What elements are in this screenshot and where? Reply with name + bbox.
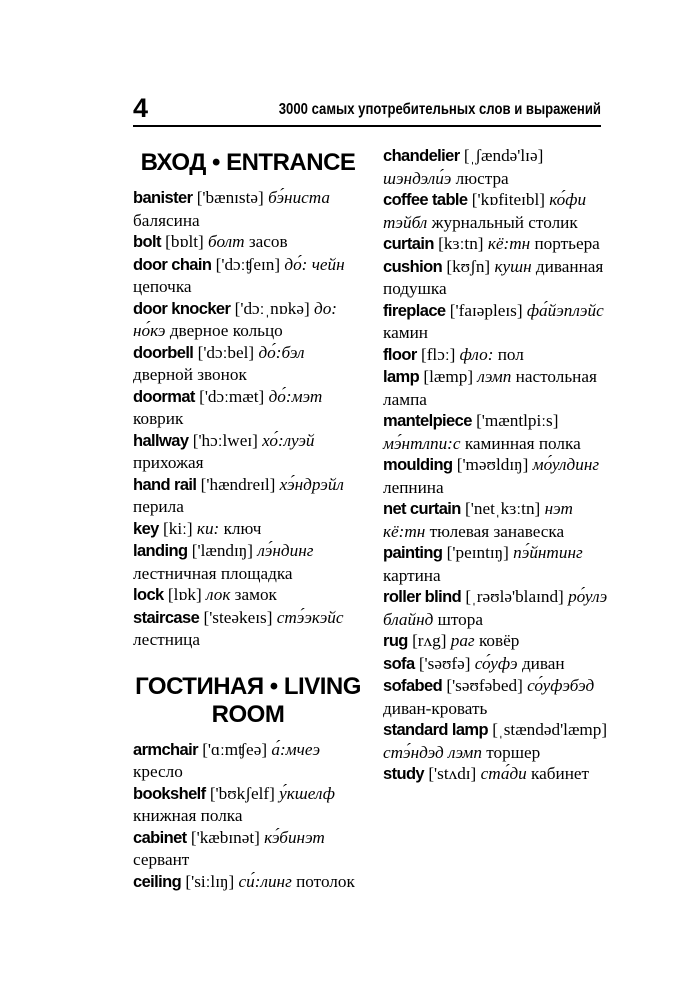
dictionary-entry bbox=[383, 344, 608, 367]
headword: bolt bbox=[133, 233, 161, 251]
reading: нэт кё:тн bbox=[383, 499, 573, 541]
translation: дверной звонок bbox=[133, 365, 247, 384]
transcription: ['dɔːˌnɒkə] bbox=[234, 298, 310, 318]
transcription: ['stʌdɪ] bbox=[428, 764, 477, 783]
left-column bbox=[133, 145, 363, 893]
dictionary-entry bbox=[133, 783, 363, 827]
reading: си́:линг bbox=[238, 871, 292, 891]
living-room-entry-list bbox=[133, 739, 363, 894]
reading: со́уфэбэд bbox=[527, 676, 595, 695]
dictionary-entry bbox=[133, 871, 363, 894]
living-room-entry-list-continued bbox=[383, 145, 608, 786]
headword: mantelpiece bbox=[383, 412, 472, 430]
reading: до́:мэт bbox=[268, 386, 323, 406]
reading: мо́улдинг bbox=[532, 455, 600, 474]
transcription: ['siːlɪŋ] bbox=[185, 871, 235, 891]
reading: ро́улэ блайнд bbox=[383, 587, 608, 629]
headword: study bbox=[383, 765, 425, 783]
translation: пол bbox=[497, 344, 524, 364]
transcription: ['netˌkɜːtn] bbox=[465, 499, 541, 518]
headword: hand rail bbox=[133, 475, 197, 494]
transcription: [ˌrəʊlə'blaɪnd] bbox=[465, 587, 564, 606]
translation: люстра bbox=[455, 168, 509, 188]
reading: ко́фи тэйбл bbox=[383, 190, 587, 232]
dictionary-entry bbox=[383, 366, 608, 410]
translation: замок bbox=[234, 585, 277, 604]
reading: пэ́йнтинг bbox=[513, 543, 583, 562]
transcription: [kiː] bbox=[163, 518, 193, 538]
transcription: [lɒk] bbox=[167, 585, 202, 604]
dictionary-entry bbox=[133, 430, 363, 474]
dictionary-entry bbox=[383, 300, 608, 344]
transcription: ['səʊfə] bbox=[418, 653, 471, 673]
transcription: ['ɑːmʧeə] bbox=[202, 739, 268, 759]
headword: fireplace bbox=[383, 301, 446, 320]
dictionary-entry bbox=[133, 386, 363, 430]
dictionary-entry bbox=[383, 763, 608, 786]
reading: лок bbox=[206, 585, 231, 604]
transcription: ['peɪntɪŋ] bbox=[446, 543, 509, 562]
reading: у́кшелф bbox=[279, 783, 335, 803]
headword: chandelier bbox=[383, 147, 460, 165]
headword: sofa bbox=[383, 654, 415, 673]
transcription: ['dɔːʧeɪn] bbox=[215, 254, 281, 274]
dictionary-entry bbox=[383, 586, 608, 630]
reading: бэ́ниста bbox=[268, 188, 331, 207]
transcription: [ˌstændəd'læmp] bbox=[492, 720, 608, 739]
dictionary-entry bbox=[133, 584, 363, 607]
reading: лэ́ндинг bbox=[257, 541, 314, 560]
translation: лестничная площадка bbox=[133, 563, 293, 583]
dictionary-entry bbox=[133, 827, 363, 871]
headword: hallway bbox=[133, 431, 189, 450]
transcription: ['kɒfiteɪbl] bbox=[471, 190, 545, 209]
headword: net curtain bbox=[383, 500, 461, 518]
translation: книжная полка bbox=[133, 806, 243, 825]
translation: журнальный столик bbox=[431, 212, 578, 232]
headword: armchair bbox=[133, 740, 198, 759]
transcription: ['faɪəpleɪs] bbox=[449, 300, 523, 320]
headword: ceiling bbox=[133, 872, 182, 891]
dictionary-entry bbox=[133, 298, 363, 342]
transcription: ['mæntlpiːs] bbox=[476, 411, 559, 430]
transcription: ['kæbɪnət] bbox=[190, 827, 260, 847]
translation: лепнина bbox=[383, 477, 444, 497]
section-title-living-room: ГОСТИНАЯ • LIVING ROOM bbox=[135, 672, 361, 728]
translation: лестница bbox=[133, 630, 200, 649]
headword: coffee table bbox=[383, 191, 468, 209]
reading: мэ́нтлпи:с bbox=[383, 433, 461, 453]
reading: раг bbox=[450, 631, 475, 650]
translation: тюлевая занавеска bbox=[429, 521, 565, 541]
translation: дверное кольцо bbox=[169, 321, 283, 340]
headword: doormat bbox=[133, 387, 195, 406]
headword: cabinet bbox=[133, 828, 187, 847]
reading: до́:бэл bbox=[258, 342, 305, 362]
headword: rug bbox=[383, 632, 408, 650]
dictionary-entry bbox=[133, 739, 363, 783]
translation: ковёр bbox=[478, 631, 520, 650]
translation: диван-кровать bbox=[383, 698, 488, 718]
transcription: ['məʊldɪŋ] bbox=[456, 455, 529, 474]
transcription: ['bænɪstə] bbox=[196, 188, 264, 207]
reading: до́: чейн bbox=[284, 254, 345, 274]
translation: настольная лампа bbox=[383, 367, 597, 409]
reading: со́уфэ bbox=[474, 653, 518, 673]
headword: cushion bbox=[383, 257, 443, 276]
dictionary-entry bbox=[133, 540, 363, 584]
transcription: ['steəkeɪs] bbox=[203, 607, 273, 627]
headword: door chain bbox=[133, 255, 212, 274]
translation: диванная подушка bbox=[383, 256, 604, 298]
headword: staircase bbox=[133, 608, 200, 627]
translation: кабинет bbox=[531, 764, 590, 783]
headword: painting bbox=[383, 544, 443, 562]
headword: moulding bbox=[383, 456, 453, 474]
translation: камин bbox=[383, 323, 428, 342]
translation: диван bbox=[521, 653, 565, 673]
translation: каминная полка bbox=[464, 433, 581, 453]
headword: door knocker bbox=[133, 299, 231, 318]
translation: торшер bbox=[486, 742, 541, 762]
transcription: [ˌʃændə'lɪə] bbox=[463, 146, 544, 165]
translation: цепочка bbox=[133, 277, 192, 296]
translation: потолок bbox=[296, 871, 355, 891]
headword: doorbell bbox=[133, 343, 194, 362]
reading: ки: bbox=[196, 518, 220, 538]
headword: landing bbox=[133, 542, 188, 560]
headword: key bbox=[133, 519, 159, 538]
dictionary-entry bbox=[383, 719, 608, 763]
transcription: [flɔː] bbox=[420, 344, 456, 364]
dictionary-entry bbox=[383, 189, 608, 233]
dictionary-entry bbox=[133, 474, 363, 518]
reading: фа́йэплэйс bbox=[526, 300, 604, 320]
dictionary-entry bbox=[383, 145, 608, 189]
dictionary-entry bbox=[133, 518, 363, 541]
headword: banister bbox=[133, 189, 193, 207]
page-header bbox=[133, 95, 601, 127]
headword: bookshelf bbox=[133, 784, 206, 803]
dictionary-entry bbox=[133, 607, 363, 651]
transcription: [rʌg] bbox=[412, 631, 447, 650]
reading: кушн bbox=[494, 256, 532, 276]
entrance-entry-list bbox=[133, 187, 363, 651]
dictionary-entry bbox=[383, 454, 608, 498]
headword: curtain bbox=[383, 235, 434, 253]
right-column bbox=[383, 145, 608, 786]
transcription: [kɜːtn] bbox=[438, 234, 484, 253]
transcription: [læmp] bbox=[423, 367, 474, 386]
translation: ключ bbox=[223, 518, 262, 538]
reading: шэндэли́э bbox=[383, 168, 452, 188]
translation: перила bbox=[133, 497, 184, 516]
reading: болт bbox=[208, 232, 245, 251]
reading: стэ́ндэд лэмп bbox=[383, 742, 482, 762]
transcription: [kʊʃn] bbox=[446, 256, 491, 276]
translation: коврик bbox=[133, 409, 184, 428]
transcription: ['hɔːlweɪ] bbox=[192, 430, 258, 450]
translation: картина bbox=[383, 565, 441, 585]
translation: сервант bbox=[133, 850, 190, 869]
headword: lock bbox=[133, 586, 164, 604]
section-title-entrance: ВХОД • ENTRANCE bbox=[140, 149, 356, 176]
dictionary-entry bbox=[383, 675, 608, 719]
headword: roller blind bbox=[383, 588, 462, 606]
dictionary-entry bbox=[383, 630, 608, 653]
reading: кё:тн bbox=[487, 234, 531, 253]
reading: хо́:луэй bbox=[262, 430, 315, 450]
dictionary-entry bbox=[133, 254, 363, 298]
dictionary-entry bbox=[383, 653, 608, 676]
dictionary-entry bbox=[383, 256, 608, 300]
dictionary-entry bbox=[383, 542, 608, 586]
transcription: ['səʊfəbed] bbox=[446, 676, 523, 695]
transcription: ['dɔːbel] bbox=[197, 342, 255, 362]
page-number: 4 bbox=[133, 93, 149, 123]
transcription: ['bʊkʃelf] bbox=[209, 783, 275, 803]
reading: а́:мчеэ bbox=[271, 739, 321, 759]
translation: кресло bbox=[133, 762, 183, 781]
headword: floor bbox=[383, 345, 417, 364]
translation: портьера bbox=[534, 234, 600, 253]
dictionary-entry bbox=[133, 231, 363, 254]
transcription: [bɒlt] bbox=[165, 232, 204, 251]
reading: до: но́кэ bbox=[133, 298, 338, 340]
transcription: ['dɔːmæt] bbox=[199, 386, 265, 406]
translation: засов bbox=[248, 232, 288, 251]
dictionary-entry bbox=[133, 342, 363, 386]
headword: lamp bbox=[383, 368, 420, 386]
transcription: ['hændreɪl] bbox=[200, 474, 276, 494]
headword: standard lamp bbox=[383, 721, 488, 739]
translation: прихожая bbox=[133, 453, 204, 472]
reading: лэмп bbox=[477, 367, 512, 386]
dictionary-entry bbox=[383, 233, 608, 256]
running-title: 3000 самых употребительных слов и выражений bbox=[278, 101, 601, 118]
transcription: ['lændɪŋ] bbox=[191, 541, 254, 560]
reading: ста́ди bbox=[480, 764, 527, 783]
translation: балясина bbox=[133, 210, 200, 230]
dictionary-entry bbox=[383, 410, 608, 454]
dictionary-entry bbox=[383, 498, 608, 542]
translation: штора bbox=[437, 609, 483, 629]
headword: sofabed bbox=[383, 677, 443, 695]
reading: стэ́экэйс bbox=[276, 607, 344, 627]
reading: кэ́бинэт bbox=[264, 827, 325, 847]
reading: хэ́ндрэйл bbox=[279, 474, 344, 494]
dictionary-entry bbox=[133, 187, 363, 231]
reading: фло: bbox=[459, 344, 494, 364]
